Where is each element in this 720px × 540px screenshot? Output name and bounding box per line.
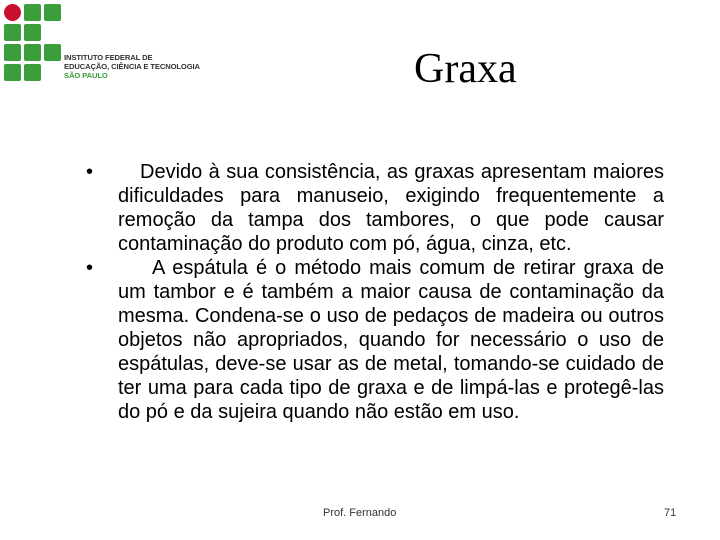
logo-text (64, 53, 200, 80)
page-number: 71 (664, 507, 677, 519)
bullet-icon: • (86, 161, 94, 183)
bullet-text: A espátula é o método mais comum de retirar graxa de um tambor e é também a maior causa de contaminação da mesma. Condena-se o uso de pedaços de madeira ou outros objetos não apropriados, quando for necessário o uso de espátulas, deve-se usar as de metal, tomando-se cuidado de ter uma para cada tipo de graxa e de limpá-las e protegê-las do pó e da sujeira quando não estão em uso. (118, 257, 664, 423)
footer-author: Prof. Fernando (323, 507, 397, 519)
bullet-icon: • (86, 257, 94, 279)
logo-line-2: EDUCAÇÃO, CIÊNCIA E TECNOLOGIA (64, 62, 200, 71)
bullet-item-1 (86, 160, 664, 256)
logo-grid-icon (4, 4, 64, 84)
bullet-item-2 (86, 256, 664, 424)
logo-line-3: SÃO PAULO (64, 71, 108, 80)
logo-line-1: INSTITUTO FEDERAL DE (64, 53, 153, 62)
slide-title: Graxa (414, 46, 517, 92)
bullet-text: Devido à sua consistência, as graxas apresentam maiores dificuldades para manuseio, exigindo frequentemente a remoção da tampa dos tambores, o que pode causar contaminação do produto com pó, água, cinza, etc. (118, 161, 664, 255)
institute-logo (4, 4, 214, 84)
slide-content (86, 160, 664, 424)
